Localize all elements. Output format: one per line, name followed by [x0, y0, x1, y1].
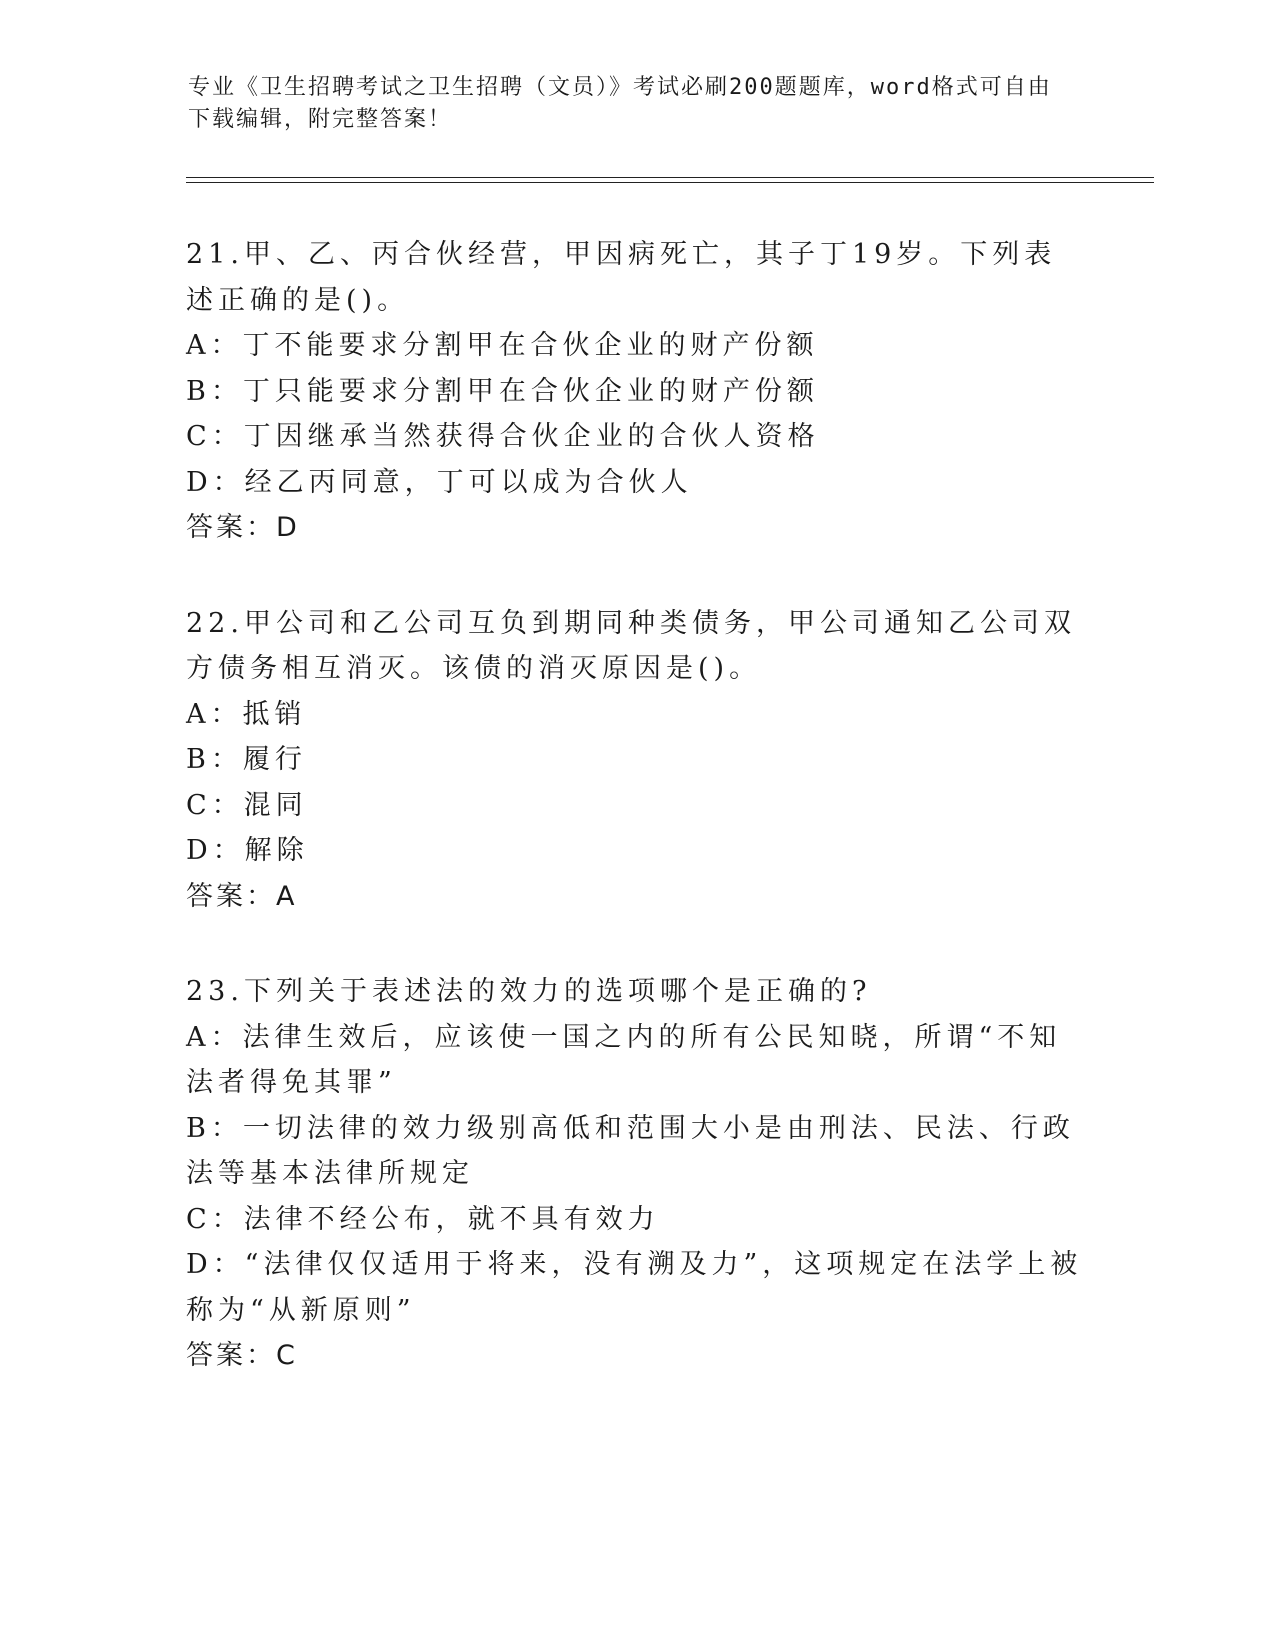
option-b: B：丁只能要求分割甲在合伙企业的财产份额	[186, 375, 819, 407]
option-c: C：丁因继承当然获得合伙企业的合伙人资格	[186, 421, 820, 452]
answer-line: 答案：D	[186, 512, 300, 543]
question-22	[186, 601, 1086, 920]
question-list	[186, 232, 1086, 1429]
answer-line: 答案：C	[186, 1340, 298, 1371]
option-a: A：丁不能要求分割甲在合伙企业的财产份额	[186, 330, 819, 361]
option-d: D：“法律仅仅适用于将来，没有溯及力”，这项规定在法学上被称为“从新原则”	[186, 1249, 1083, 1326]
question-stem: 23.下列关于表述法的效力的选项哪个是正确的?	[186, 976, 872, 1007]
option-d: D：解除	[186, 835, 309, 866]
option-a: A：法律生效后，应该使一国之内的所有公民知晓，所谓“不知法者得免其罪”	[186, 1021, 1062, 1098]
question-stem: 21.甲、乙、丙合伙经营，甲因病死亡，其子丁19岁。下列表述正确的是()。	[186, 239, 1057, 316]
option-c: C：混同	[186, 789, 308, 821]
option-a: A：抵销	[186, 698, 307, 730]
question-21	[186, 232, 1086, 551]
option-b: B：一切法律的效力级别高低和范围大小是由刑法、民法、行政法等基本法律所规定	[186, 1112, 1075, 1189]
option-c: C：法律不经公布，就不具有效力	[186, 1203, 660, 1235]
question-stem: 22.甲公司和乙公司互负到期同种类债务，甲公司通知乙公司双方债务相互消灭。该债的消灭原因是()。	[186, 607, 1076, 684]
option-b: B：履行	[186, 744, 307, 775]
question-23	[186, 969, 1086, 1379]
divider-line-bottom	[186, 182, 1154, 183]
divider-line-top	[186, 177, 1154, 178]
document-intro: 专业《卫生招聘考试之卫生招聘（文员）》考试必刷200题题库，word格式可自由下载编辑，附完整答案！	[188, 75, 1052, 132]
answer-line: 答案：A	[186, 880, 298, 912]
option-d: D：经乙丙同意，丁可以成为合伙人	[186, 466, 693, 498]
